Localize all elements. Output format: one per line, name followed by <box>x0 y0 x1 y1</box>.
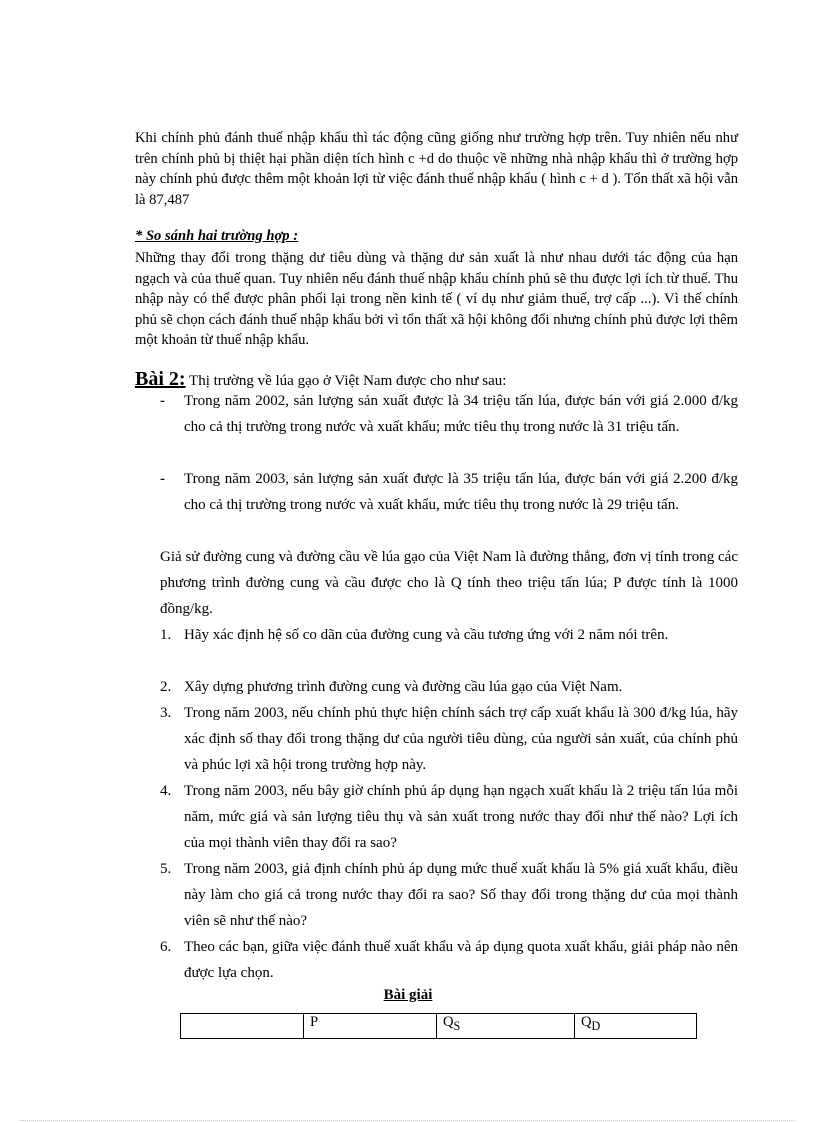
question-text: Theo các bạn, giữa việc đánh thuế xuất khẩu và áp dụng quota xuất khẩu, giải pháp nào nên được lựa chọn. <box>184 939 738 981</box>
bullet-dash: - <box>160 471 165 487</box>
header-text: Q <box>443 1014 454 1030</box>
question-item <box>160 674 738 700</box>
table-header-demand <box>575 1014 697 1039</box>
solution-table <box>180 1013 697 1039</box>
paragraph-compare: Những thay đổi trong thặng dư tiêu dùng và thặng dư sản xuất là như nhau dưới tác động của hạn ngạch và của thuế quan. Tuy nhiên nếu đánh thuế nhập khẩu chính phủ sẽ thu được lợi ích từ thuế. Thu nhập này có thể được phân phối lại trong nền kinh tế ( ví dụ như giảm thuế, trợ cấp ...). Vì thế chính phủ sẽ chọn cách đánh thuế nhập khẩu bởi vì tổn thất xã hội không đổi nhưng chính phủ được lợi thêm một khoản từ thuế nhập khẩu. <box>135 250 738 348</box>
question-item <box>160 778 738 856</box>
header-text: Q <box>581 1014 592 1030</box>
question-text: Trong năm 2003, giả định chính phủ áp dụng mức thuế xuất khẩu là 5% giá xuất khẩu, điều này làm cho giá cả trong nước thay đổi ra sao? Số thay đổi trong thặng dư của mọi thành viên sẽ như thế nào? <box>184 861 738 929</box>
header-subscript: S <box>453 1018 461 1033</box>
question-text: Trong năm 2003, nếu bây giờ chính phủ áp dụng hạn ngạch xuất khẩu là 2 triệu tấn lúa mỗi năm, mức giá và sản lượng tiêu thụ và sản xuất trong nước thay đổi như thế nào? Lợi ích của mọi thành viên thay đổi ra sao? <box>184 783 738 851</box>
bullet-text: Trong năm 2002, sản lượng sản xuất được là 34 triệu tấn lúa, được bán với giá 2.000 đ/kg cho cả thị trường trong nước và xuất khẩu; mức tiêu thụ trong nước là 31 triệu tấn. <box>184 393 738 435</box>
header-text: P <box>310 1014 319 1030</box>
bullet-text: Trong năm 2003, sản lượng sản xuất được là 35 triệu tấn lúa, được bán với giá 2.200 đ/kg cho cả thị trường trong nước và xuất khẩu, mức tiêu thụ trong nước là 29 triệu tấn. <box>184 471 738 513</box>
exercise-2-intro: Thị trường về lúa gạo ở Việt Nam được cho như sau: <box>185 373 507 389</box>
question-number: 6. <box>160 939 172 955</box>
page-bottom-divider <box>20 1120 796 1121</box>
table-header-price <box>304 1014 437 1039</box>
question-number: 3. <box>160 705 172 721</box>
paragraph-tariff-effect: Khi chính phủ đánh thuế nhập khẩu thì tác động cũng giống như trường hợp trên. Tuy nhiên nếu như trên chính phủ bị thiệt hại phần diện tích hình c +d do thuộc về những nhà nhập khẩu thì ở trường hợp này chính phủ được thêm một khoản lợi từ việc đánh thuế nhập khẩu ( hình c + d ). Tổn thất xã hội vẫn là 87,487 <box>135 130 738 208</box>
question-number: 1. <box>160 627 172 643</box>
exercise-2-label: Bài 2: <box>135 368 186 390</box>
list-item <box>160 466 738 518</box>
question-item <box>160 934 738 986</box>
table-row <box>181 1014 697 1039</box>
question-item <box>160 856 738 934</box>
solution-title: Bài giải <box>383 987 433 1003</box>
table-cell-empty <box>181 1014 304 1039</box>
question-text: Trong năm 2003, nếu chính phủ thực hiện chính sách trợ cấp xuất khẩu là 300 đ/kg lúa, hãy xác định số thay đổi trong thặng dư của người tiêu dùng, của người sản xuất, của chính phủ và phúc lợi xã hội trong trường hợp này. <box>184 705 738 773</box>
question-item <box>160 700 738 778</box>
bullet-dash: - <box>160 393 165 409</box>
question-text: Hãy xác định hệ số co dãn của đường cung và cầu tương ứng với 2 năm nói trên. <box>184 627 669 643</box>
question-number: 4. <box>160 783 172 799</box>
question-item <box>160 622 738 648</box>
header-subscript: D <box>591 1018 601 1033</box>
paragraph-assumption: Giả sử đường cung và đường cầu về lúa gạo của Việt Nam là đường thẳng, đơn vị tính trong các phương trình đường cung và cầu được cho là Q tính theo triệu tấn lúa; P được tính là 1000 đồng/kg. <box>160 549 738 617</box>
question-text: Xây dựng phương trình đường cung và đường cầu lúa gạo của Việt Nam. <box>184 679 623 695</box>
question-number: 5. <box>160 861 172 877</box>
compare-heading: * So sánh hai trường hợp : <box>135 228 299 244</box>
question-number: 2. <box>160 679 172 695</box>
list-item <box>160 388 738 440</box>
table-header-supply <box>437 1014 575 1039</box>
